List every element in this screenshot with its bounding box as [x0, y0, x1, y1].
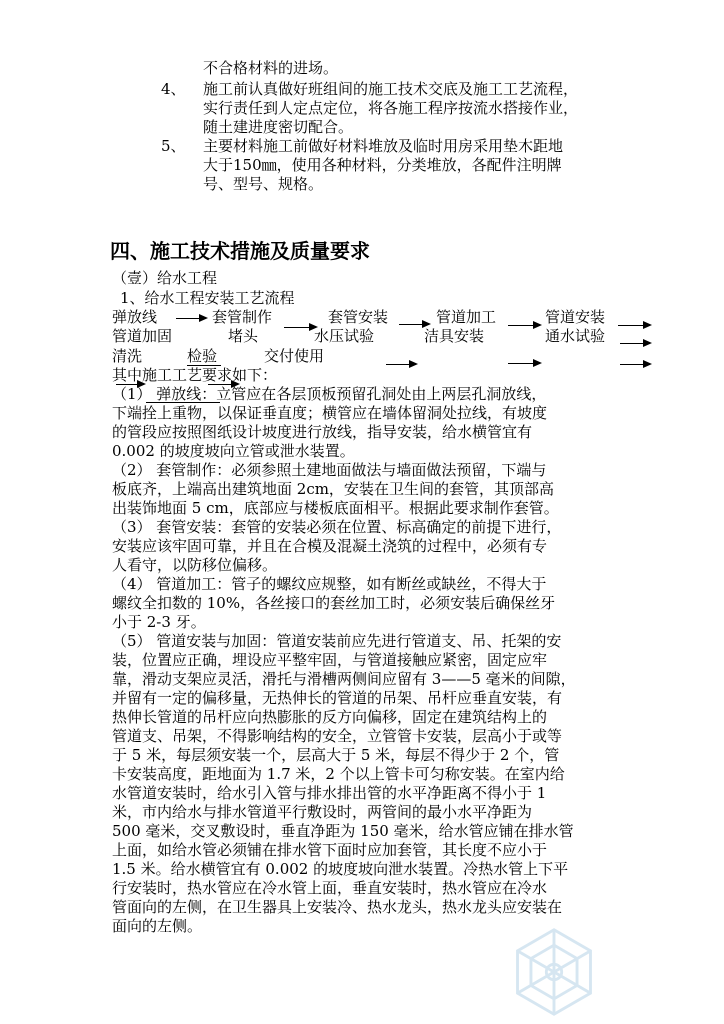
flow-step: 检验 — [187, 347, 218, 365]
body-intro: 其中施工工艺要求如下： — [112, 366, 278, 384]
body-line: 安装应该牢固可靠，并且在合模及混凝土浇筑的过程中，必须有专 — [112, 537, 548, 555]
body-line: 管面向的左侧，在卫生器具上安装冷、热水龙头，热水龙头应安装在 — [112, 898, 563, 916]
flow-arrow — [508, 363, 540, 364]
list-item-4-line: 随土建进度密切配合。 — [203, 118, 354, 136]
flow-step: 套管安装 — [328, 308, 389, 326]
flow-step: 管道加固 — [112, 327, 173, 345]
body-line: 于 5 米，每层须安装一个，层高大于 5 米，每层不得少于 2 个，管 — [112, 746, 560, 764]
body-line: （5） 管道安装与加固：管道安装前应先进行管道支、吊、托架的安 — [112, 632, 562, 650]
flow-step: 交付使用 — [264, 347, 325, 365]
body-line: 下端拴上重物，以保证垂直度；横管应在墙体留洞处拉线，有坡度 — [112, 404, 548, 422]
body-line: 螺纹全扣数的 10%，各丝接口的套丝加工时，必须安装后确保丝牙 — [112, 594, 556, 612]
list-item-4-line: 施工前认真做好班组间的施工技术交底及施工工艺流程， — [203, 80, 579, 98]
body-line: 管道支、吊架，不得影响结构的安全，立管管卡安装，层高小于或等 — [112, 727, 563, 745]
body-line: 面向的左侧。 — [112, 917, 203, 935]
list-continuation: 不合格材料的进场。 — [203, 59, 339, 77]
list-item-5-line: 主要材料施工前做好材料堆放及临时用房采用垫木距地 — [203, 137, 564, 155]
flow-step: 堵头 — [228, 327, 259, 345]
list-number-5: 5、 — [161, 137, 186, 155]
flow-step: 弹放线 — [112, 308, 158, 326]
flow-step: 管道加工 — [436, 308, 497, 326]
body-line: 0.002 的坡度坡向立管或泄水装置。 — [112, 442, 355, 460]
body-line: 小于 2-3 牙。 — [112, 613, 206, 631]
body-line: 米，市内给水与排水管道平行敷设时，两管间的最小水平净距为 — [112, 803, 533, 821]
body-line: 并留有一定的偏移量，无热伸长的管道的吊架、吊杆应垂直安装，有 — [112, 689, 563, 707]
flow-arrow — [399, 324, 429, 325]
flow-arrow — [620, 364, 650, 365]
snowflake-icon — [506, 924, 602, 1020]
body-line: 1.5 米。给水横管宜有 0.002 的坡度坡向泄水装置。冷热水管上下平 — [112, 860, 569, 878]
body-line: 板底齐，上端高出建筑地面 2cm，安装在卫生间的套管，其顶部高 — [112, 480, 554, 498]
body-line: （2） 套管制作：必须参照土建地面做法与墙面做法预留，下端与 — [112, 461, 547, 479]
body-line: （1） 弹放线：立管应在各层顶板预留孔洞处由上两层孔洞放线， — [112, 385, 547, 403]
body-line: 水管道安装时，给水引入管与排水排出管的水平净距离不得小于 1 — [112, 784, 547, 802]
body-line: 出装饰地面 5 cm，底部应与楼板底面相平。根据此要求制作套管。 — [112, 499, 559, 517]
flow-arrow — [386, 364, 416, 365]
subsection-subtitle: 1、给水工程安装工艺流程 — [120, 289, 295, 307]
flow-arrow — [284, 327, 316, 328]
subsection-title: （壹）给水工程 — [112, 269, 218, 287]
flow-step: 水压试验 — [314, 327, 375, 345]
body-line: （3） 套管安装：套管的安装必须在位置、标高确定的前提下进行， — [112, 518, 562, 536]
body-line: 装，位置应正确，埋设应平整牢固，与管道接触应紧密，固定应牢 — [112, 651, 548, 669]
flow-step: 清洗 — [112, 347, 143, 365]
body-line: 500 毫米，交叉敷设时，垂直净距为 150 毫米，给水管应铺在排水管 — [112, 822, 574, 840]
flow-step: 洁具安装 — [424, 327, 485, 345]
body-line: 行安装时，热水管应在冷水管上面，垂直安装时，热水管应在冷水 — [112, 879, 548, 897]
flow-step: 套管制作 — [212, 308, 273, 326]
flow-arrow — [620, 343, 650, 344]
body-line: 上面，如给水管必须铺在排水管下面时应加套管，其长度不应小于 — [112, 841, 548, 859]
list-item-5-line: 号、型号、规格。 — [203, 175, 324, 193]
flow-step: 管道安装 — [545, 308, 606, 326]
flow-arrow — [508, 325, 540, 326]
body-line: （4） 管道加工：管子的螺纹应规整，如有断丝或缺丝，不得大于 — [112, 575, 547, 593]
list-item-5-line: 大于150㎜，使用各种材料，分类堆放，各配件注明牌 — [203, 156, 562, 174]
list-number-4: 4、 — [161, 80, 186, 98]
body-line: 靠，滑动支架应灵活，滑托与滑槽两侧间应留有 3——5 毫米的间隙， — [112, 670, 576, 688]
text-underline — [146, 402, 220, 403]
body-line: 的管段应按照图纸设计坡度进行放线，指导安装，给水横管宜有 — [112, 423, 533, 441]
list-item-4-line: 实行责任到人定点定位，将各施工程序按流水搭接作业， — [203, 99, 579, 117]
flow-step: 通水试验 — [545, 327, 606, 345]
flow-arrow — [176, 318, 206, 319]
section-heading: 四、施工技术措施及质量要求 — [110, 239, 370, 263]
flow-arrow — [618, 325, 650, 326]
body-line: 人看守，以防移位偏移。 — [112, 556, 278, 574]
body-line: 热伸长管道的吊杆应向热膨胀的反方向偏移，固定在建筑结构上的 — [112, 708, 548, 726]
body-line: 卡安装高度，距地面为 1.7 米，2 个以上管卡可匀称安装。在室内给 — [112, 765, 565, 783]
